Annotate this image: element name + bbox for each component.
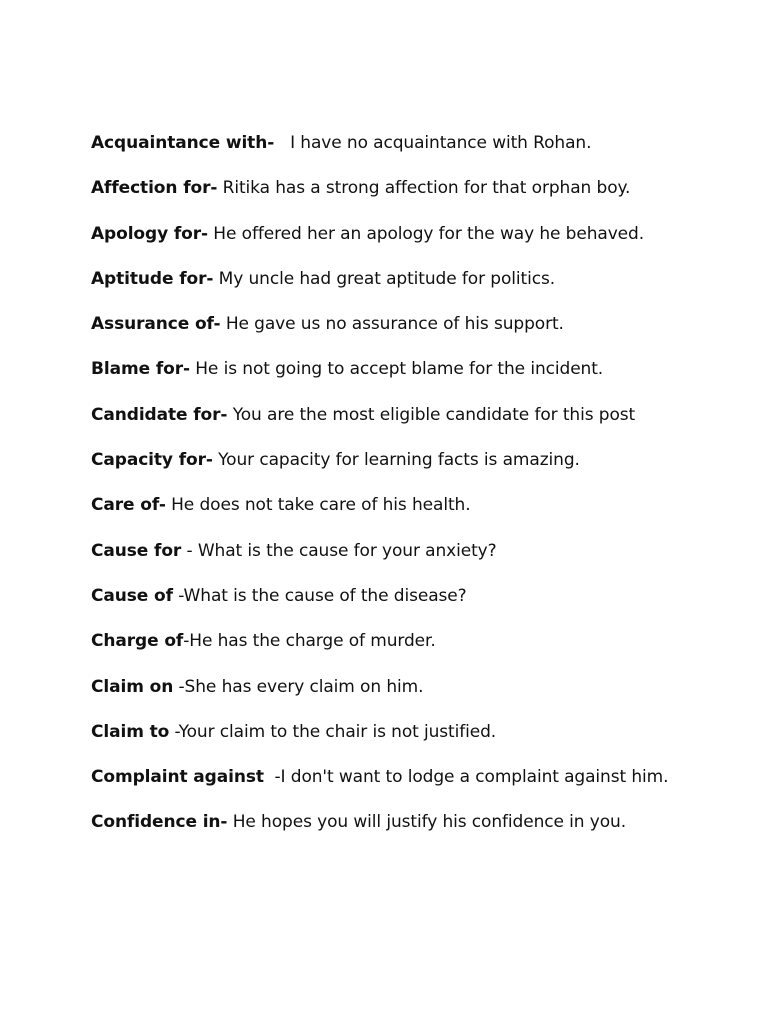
entry-sentence: -She has every claim on him. [173, 676, 424, 697]
entry-sentence: I have no acquaintance with Rohan. [274, 133, 592, 153]
list-item [91, 628, 751, 673]
list-item [91, 674, 751, 719]
list-item [91, 492, 751, 537]
entry-sentence: Your capacity for learning facts is amazing. [212, 450, 580, 471]
entry-sentence: He does not take care of his health. [165, 495, 471, 516]
entry-term: Capacity for- [91, 450, 213, 471]
entry-sentence: -Your claim to the chair is not justified. [169, 721, 497, 742]
entry-sentence: Ritika has a strong affection for that orphan boy. [217, 178, 631, 199]
entry-term: Assurance of- [91, 314, 221, 335]
entry-term: Claim on [91, 676, 174, 697]
entry-sentence: He hopes you will justify his confidence in you. [227, 812, 627, 833]
list-item [91, 538, 751, 583]
list-item [91, 764, 751, 809]
entry-term: Candidate for- [91, 404, 228, 425]
entry-term: Cause for [91, 540, 182, 561]
list-item [91, 719, 751, 764]
list-item [91, 175, 751, 220]
preposition-list [91, 130, 751, 855]
entry-term: Aptitude for- [91, 268, 214, 289]
entry-term: Charge of [91, 631, 184, 652]
entry-sentence: You are the most eligible candidate for this post [227, 404, 636, 425]
entry-term: Care of- [91, 495, 166, 516]
entry-sentence: -I don't want to lodge a complaint against him. [263, 767, 669, 788]
list-item [91, 402, 751, 447]
entry-term: Acquaintance with- [91, 133, 275, 153]
list-item [91, 266, 751, 311]
entry-sentence: -He has the charge of murder. [183, 631, 436, 652]
entry-sentence: He offered her an apology for the way he behaved. [208, 223, 645, 244]
entry-term: Affection for- [91, 178, 218, 199]
list-item [91, 583, 751, 628]
entry-sentence: My uncle had great aptitude for politics. [213, 268, 556, 289]
list-item [91, 311, 751, 356]
list-item [91, 447, 751, 492]
entry-sentence: - What is the cause for your anxiety? [181, 540, 497, 561]
entry-term: Blame for- [91, 359, 190, 380]
entry-term: Apology for- [91, 223, 208, 244]
list-item [91, 809, 751, 854]
list-item [91, 221, 751, 266]
entry-term: Claim to [91, 721, 170, 742]
entry-sentence: He gave us no assurance of his support. [220, 314, 564, 335]
entry-sentence: -What is the cause of the disease? [172, 585, 467, 606]
list-item [91, 356, 751, 401]
entry-sentence: He is not going to accept blame for the incident. [189, 359, 604, 380]
entry-term: Confidence in- [91, 812, 228, 833]
list-item [91, 130, 751, 175]
entry-term: Complaint against [91, 767, 264, 788]
entry-term: Cause of [91, 585, 173, 606]
